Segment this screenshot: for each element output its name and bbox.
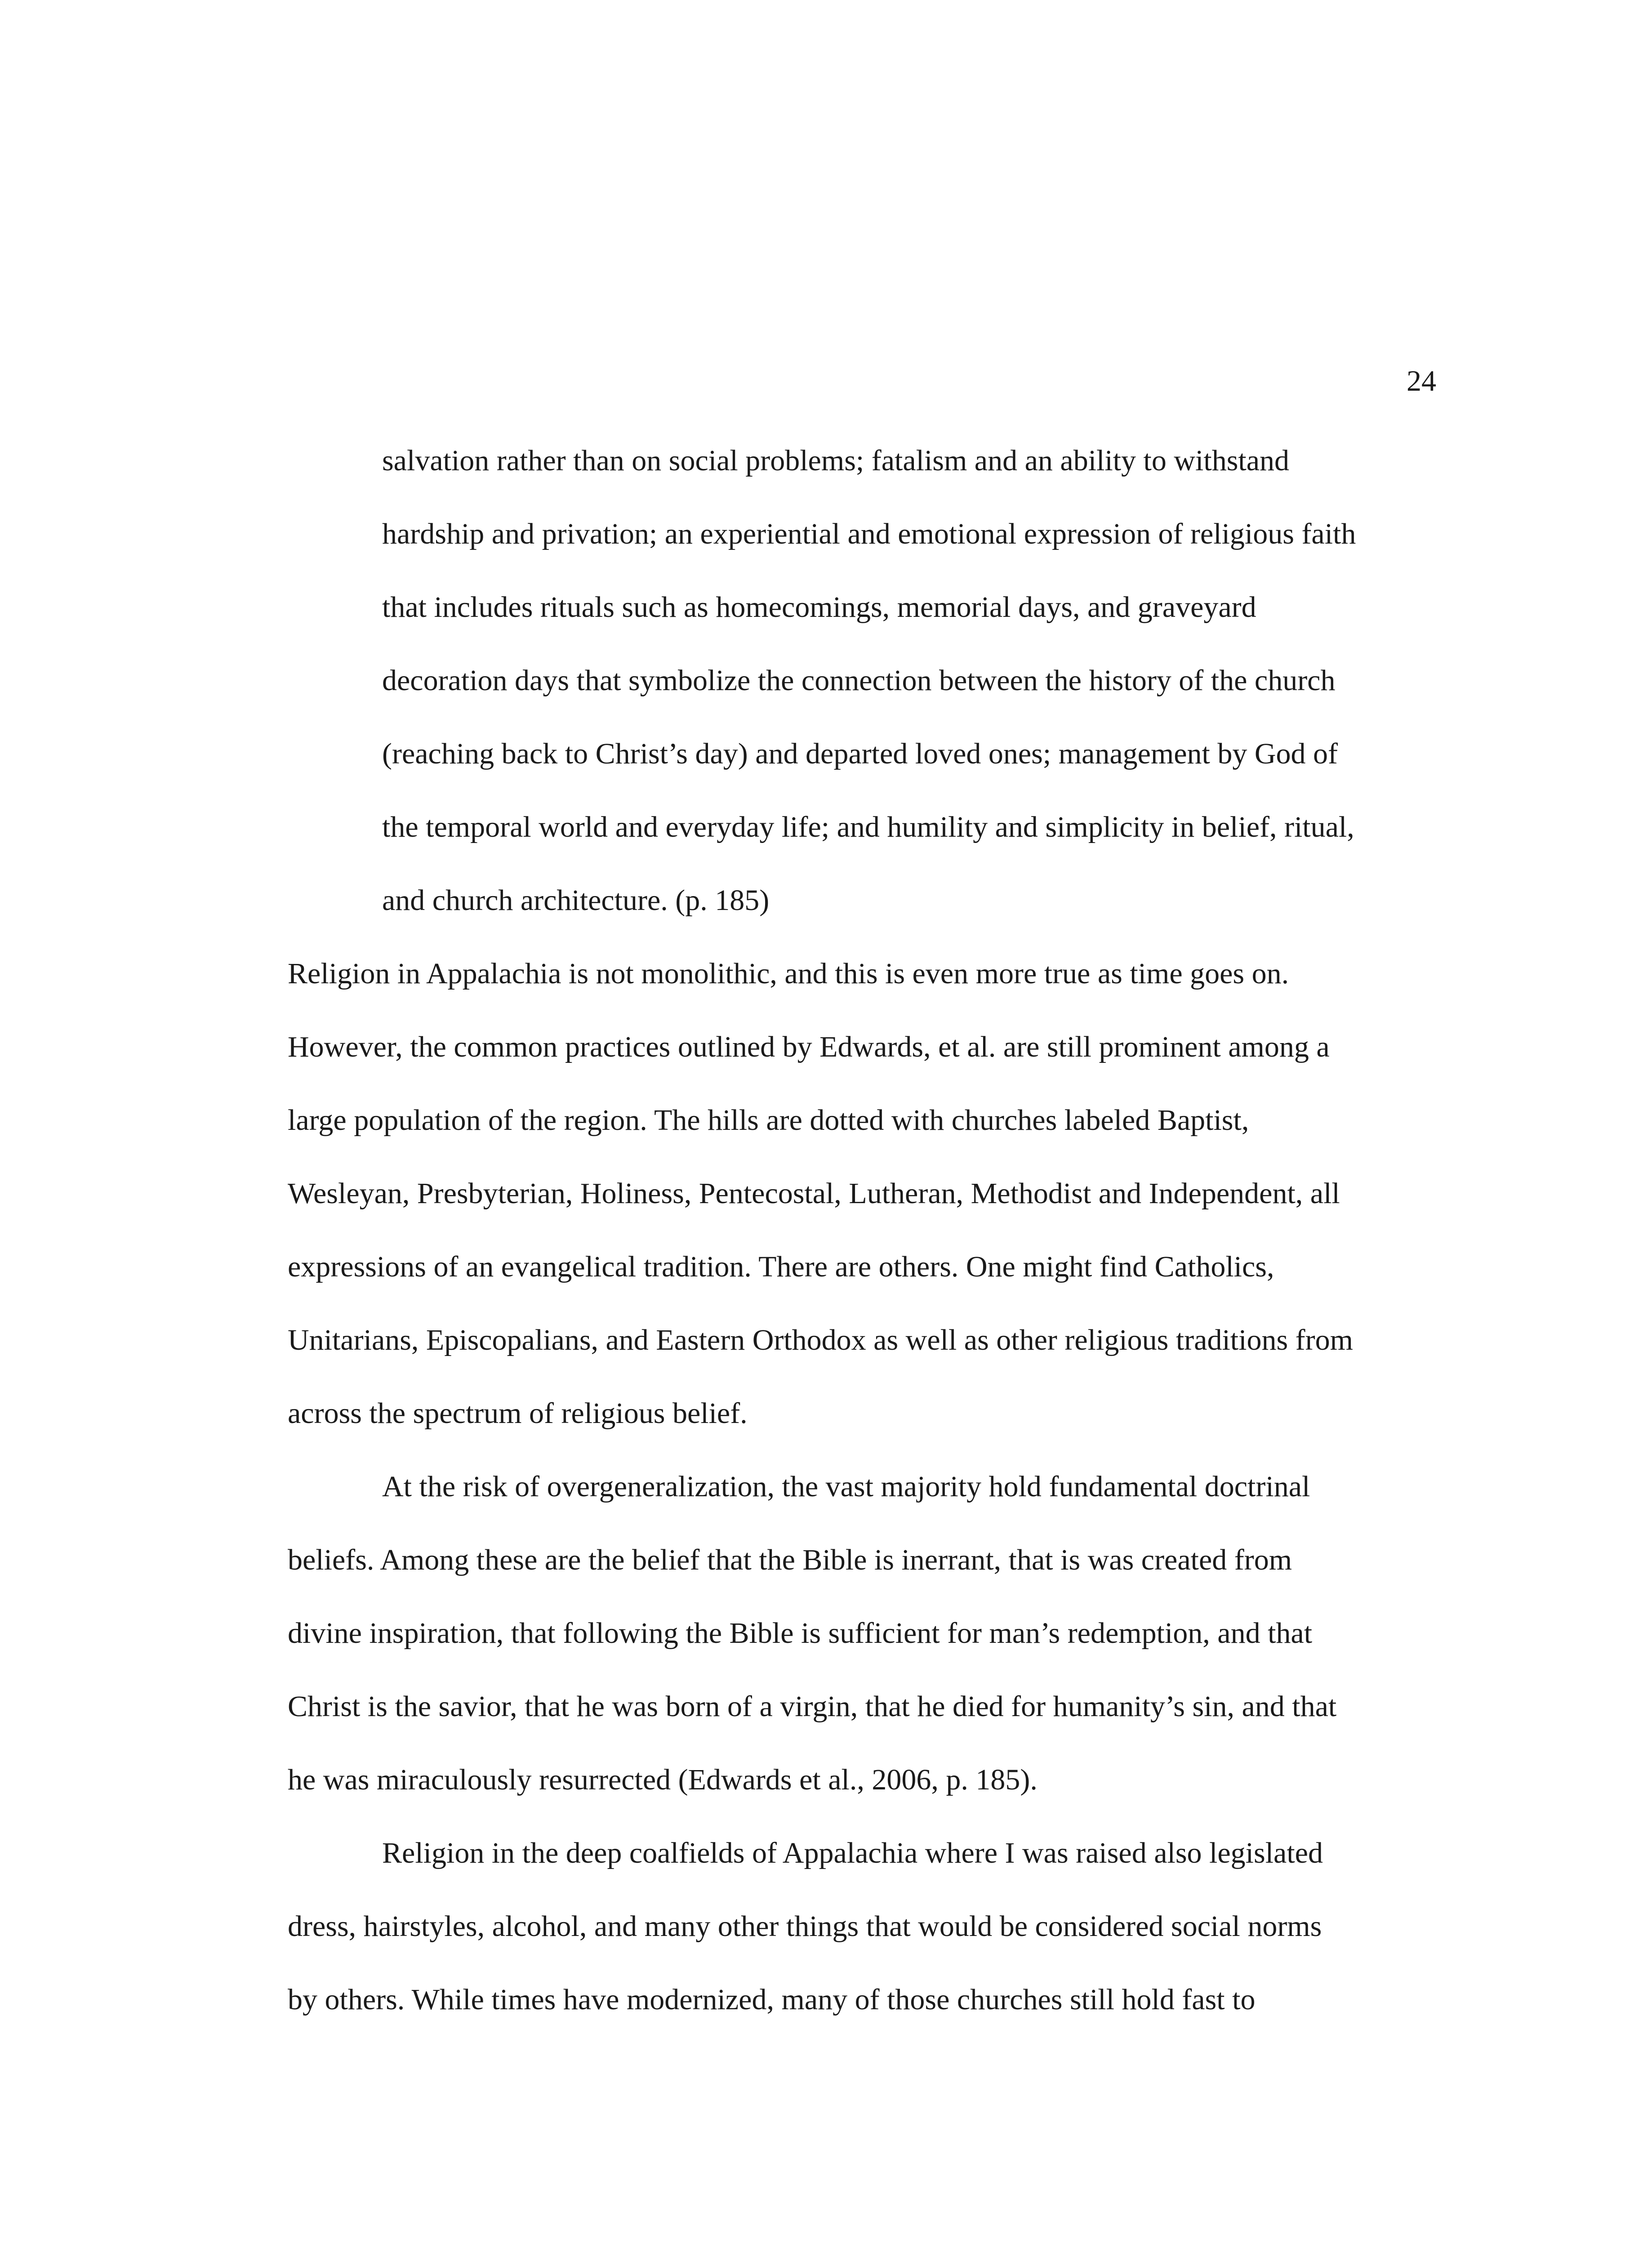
paragraph-line: across the spectrum of religious belief. <box>288 1397 748 1430</box>
paragraph-line: dress, hairstyles, alcohol, and many other things that would be considered social norms <box>288 1910 1322 1943</box>
paragraph-line: expressions of an evangelical tradition. There are others. One might find Catholics, <box>288 1250 1274 1283</box>
block-quote-line: (reaching back to Christ’s day) and departed loved ones; management by God of <box>382 737 1338 770</box>
paragraph-line: Religion in the deep coalfields of Appalachia where I was raised also legislated <box>382 1837 1323 1869</box>
block-quote-line: salvation rather than on social problems; fatalism and an ability to withstand <box>382 444 1290 477</box>
paragraph-line: by others. While times have modernized, many of those churches still hold fast to <box>288 1983 1256 2016</box>
paragraph-line: At the risk of overgeneralization, the vast majority hold fundamental doctrinal <box>382 1470 1310 1503</box>
paragraph-line: large population of the region. The hills are dotted with churches labeled Baptist, <box>288 1104 1249 1137</box>
paragraph-line: divine inspiration, that following the Bible is sufficient for man’s redemption, and that <box>288 1617 1313 1650</box>
block-quote-line: and church architecture. (p. 185) <box>382 884 770 917</box>
paragraph-line: beliefs. Among these are the belief that the Bible is inerrant, that is was created from <box>288 1543 1292 1576</box>
block-quote-line: hardship and privation; an experiential and emotional expression of religious faith <box>382 517 1356 550</box>
paragraph-line: Religion in Appalachia is not monolithic, and this is even more true as time goes on. <box>288 957 1289 990</box>
block-quote-line: that includes rituals such as homecomings, memorial days, and graveyard <box>382 591 1256 624</box>
block-quote-line: the temporal world and everyday life; and humility and simplicity in belief, ritual, <box>382 811 1354 843</box>
paragraph-line: Wesleyan, Presbyterian, Holiness, Pentecostal, Lutheran, Methodist and Independent, all <box>288 1177 1340 1210</box>
paragraph-line: Christ is the savior, that he was born of a virgin, that he died for humanity’s sin, and that <box>288 1690 1337 1723</box>
paragraph-line: he was miraculously resurrected (Edwards et al., 2006, p. 185). <box>288 1763 1038 1796</box>
paragraph-line: However, the common practices outlined by Edwards, et al. are still prominent among a <box>288 1030 1330 1063</box>
page-number: 24 <box>1407 365 1436 397</box>
paragraph-line: Unitarians, Episcopalians, and Eastern Orthodox as well as other religious traditions from <box>288 1324 1353 1356</box>
block-quote-line: decoration days that symbolize the connection between the history of the church <box>382 664 1336 697</box>
